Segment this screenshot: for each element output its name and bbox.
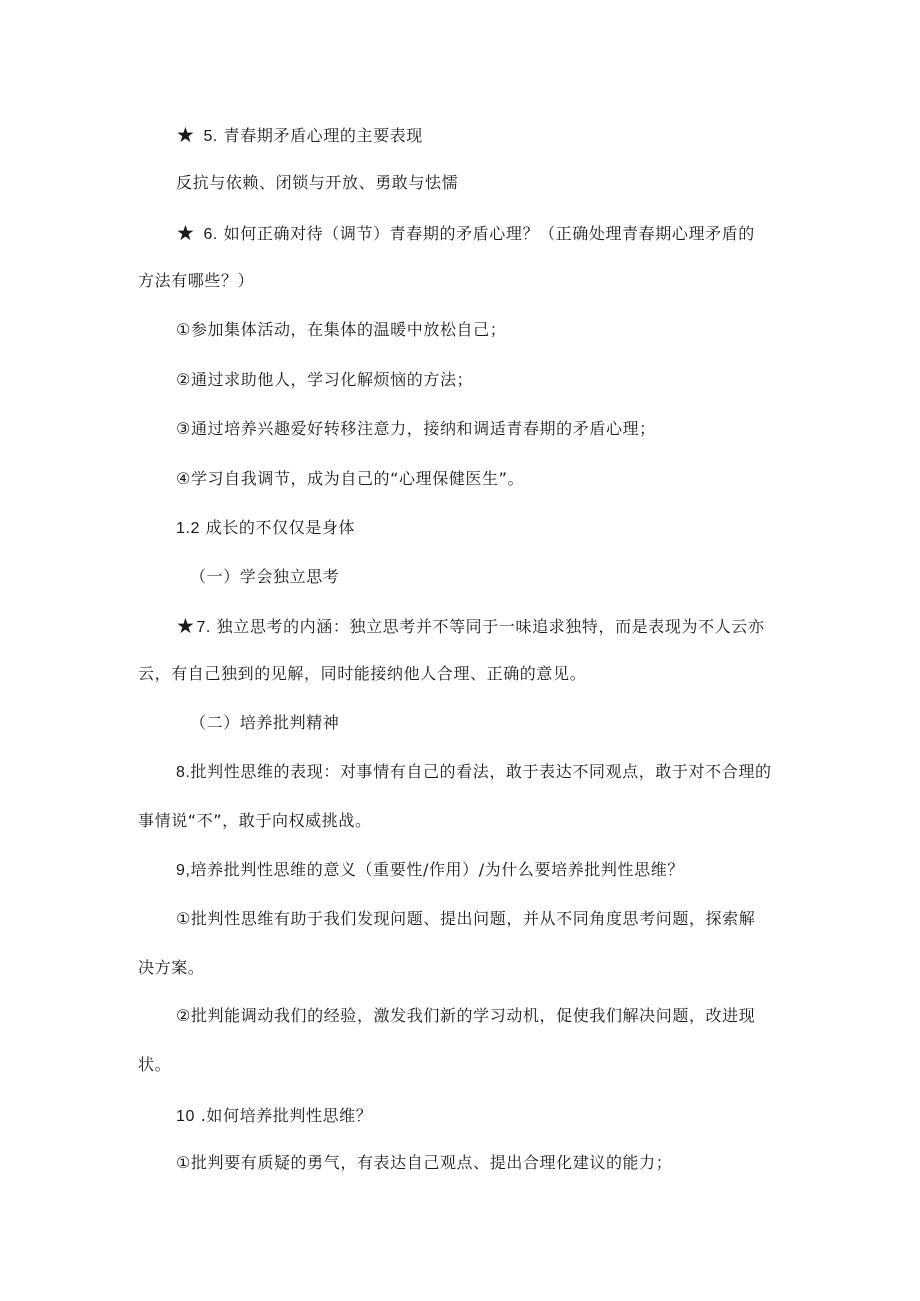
- section-heading: [176, 517, 355, 540]
- list-item: ①参加集体活动，在集体的温暖中放松自己；: [176, 320, 507, 339]
- paragraph-continuation: 云，有自己独到的见解，同时能接纳他人合理、正确的意见。: [138, 664, 587, 683]
- item-number: 8.: [176, 764, 191, 781]
- subsection-heading: （一）学会独立思考: [190, 567, 340, 586]
- list-item: ②通过求助他人，学习化解烦恼的方法；: [176, 370, 474, 389]
- list-item: ③通过培养兴趣爱好转移注意力，接纳和调适青春期的矛盾心理；: [176, 419, 656, 438]
- list-item: ①批判性思维有助于我们发现问题、提出问题，并从不同角度思考问题，探索解: [176, 909, 756, 928]
- item-number: 5.: [203, 128, 218, 145]
- item-number: 7.: [196, 619, 211, 636]
- heading-text: 独立思考的内涵：独立思考并不等同于一味追求独特，而是表现为不人云亦: [216, 617, 765, 636]
- list-item: ①批判要有质疑的勇气，有表达自己观点、提出合理化建议的能力；: [176, 1153, 673, 1172]
- item-number: 9,: [176, 862, 191, 879]
- paragraph-continuation: 方法有哪些？）: [138, 271, 255, 290]
- star-icon: ★: [176, 614, 196, 638]
- heading-text: .如何培养批判性思维？: [200, 1106, 373, 1125]
- paragraph-continuation: 决方案。: [138, 958, 205, 977]
- list-item: ②批判能调动我们的经验，激发我们新的学习动机，促使我们解决问题，改进现: [176, 1006, 756, 1025]
- heading-item-6: [176, 221, 755, 246]
- heading-item-10: [176, 1105, 372, 1128]
- star-icon: ★: [176, 123, 196, 147]
- paragraph-continuation: 状。: [138, 1055, 172, 1074]
- item-number: 10: [176, 1108, 195, 1125]
- heading-text: 如何正确对待（调节）青春期的矛盾心理？（正确处理青春期心理矛盾的: [223, 224, 755, 243]
- subsection-heading: （二）培养批判精神: [190, 713, 340, 732]
- heading-item-9: [176, 859, 684, 882]
- paragraph-continuation: 事情说“不”，敢于向权威挑战。: [138, 811, 372, 830]
- section-title: 成长的不仅仅是身体: [205, 518, 356, 537]
- section-number: 1.2: [176, 520, 201, 537]
- heading-item-5: [176, 123, 423, 148]
- list-item: ④学习自我调节，成为自己的“心理保健医生”。: [176, 469, 525, 488]
- heading-text: 青春期矛盾心理的主要表现: [223, 126, 423, 145]
- heading-text: 培养批判性思维的意义（重要性/作用）/为什么要培养批判性思维？: [190, 860, 684, 879]
- heading-item-8: [176, 761, 772, 784]
- item-number: 6.: [203, 226, 218, 243]
- star-icon: ★: [176, 221, 196, 245]
- paragraph: 反抗与依赖、闭锁与开放、勇敢与怯懦: [176, 173, 459, 192]
- heading-text: 批判性思维的表现：对事情有自己的看法，敢于表达不同观点，敢于对不合理的: [190, 762, 772, 781]
- heading-item-7: [176, 614, 764, 639]
